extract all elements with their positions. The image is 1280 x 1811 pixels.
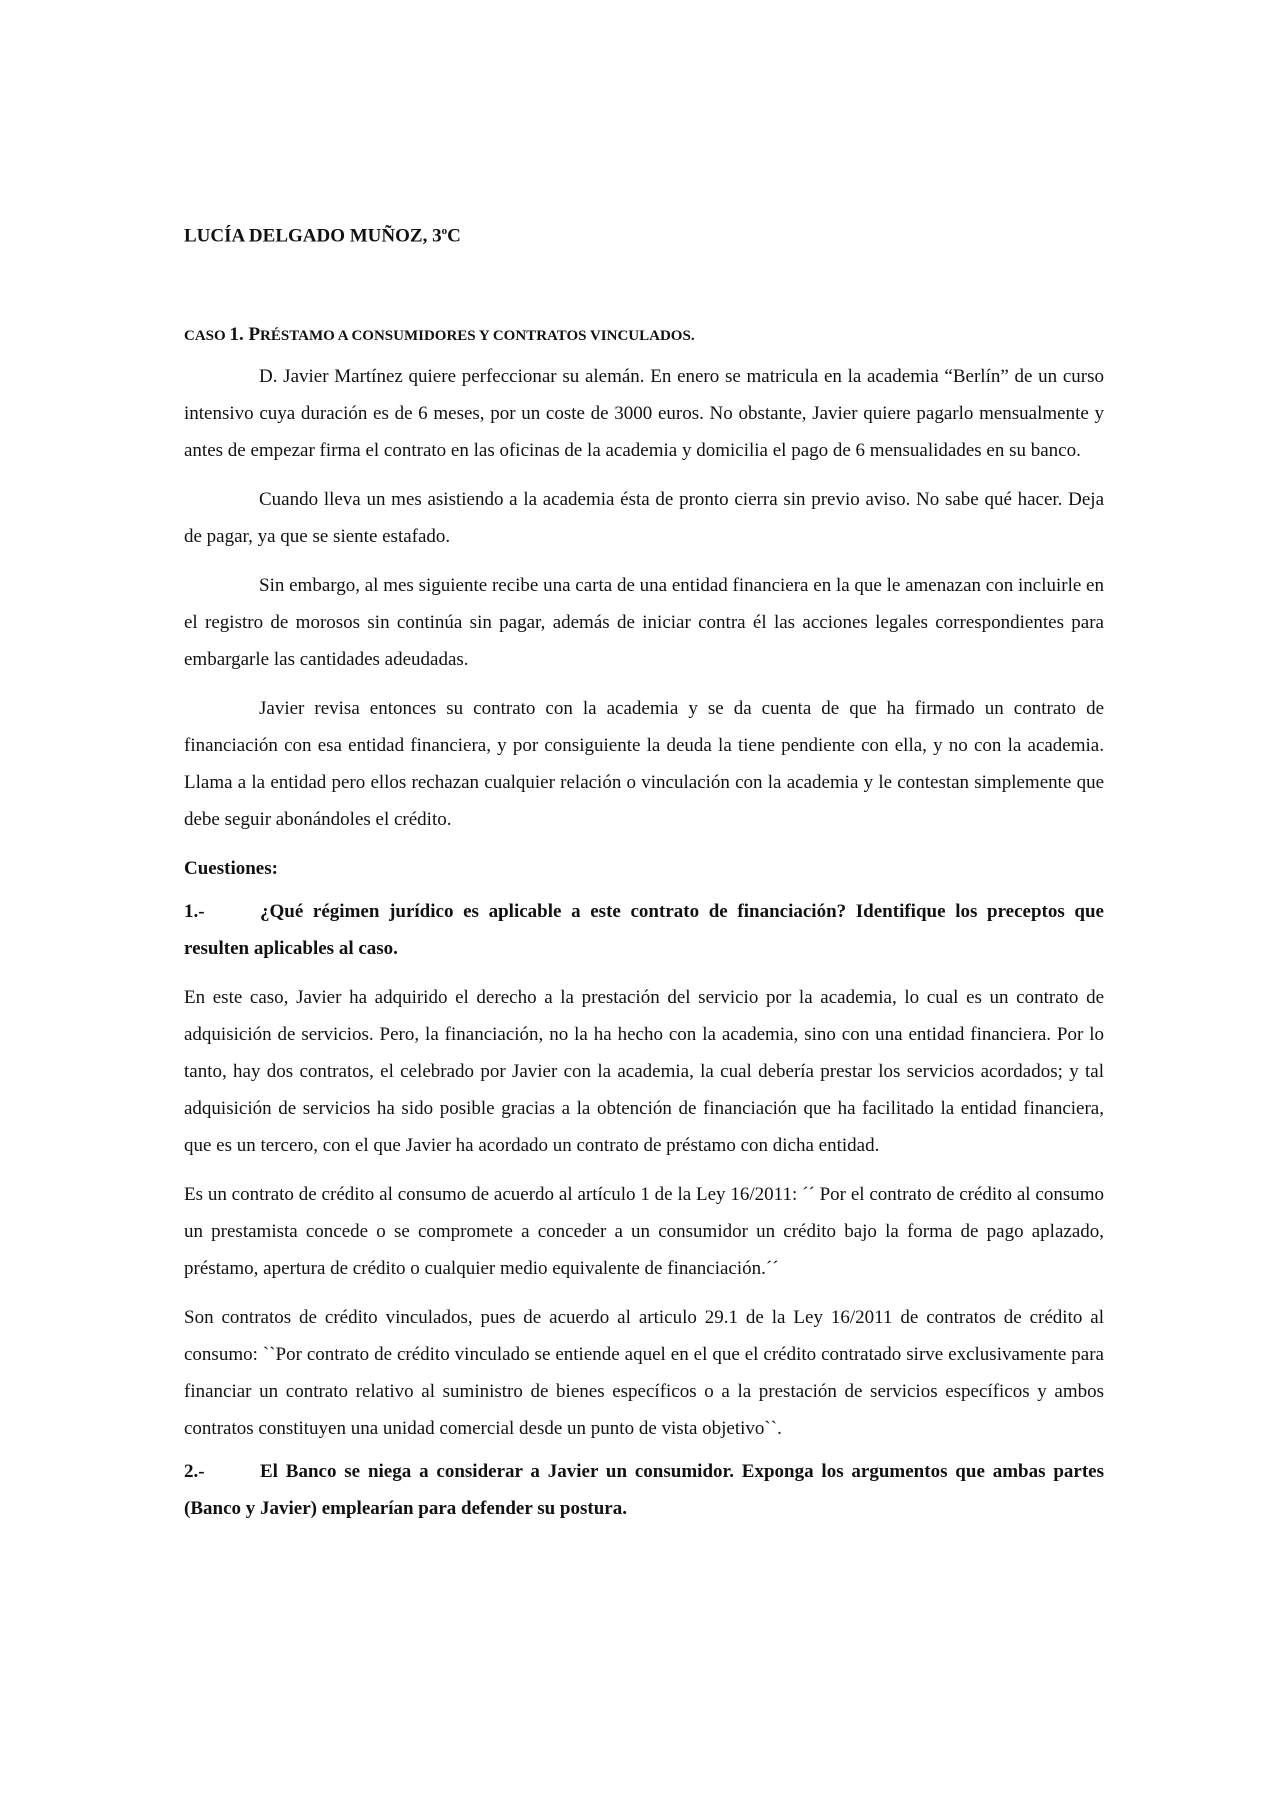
ordinal-mark: o: [441, 225, 448, 237]
story-paragraph: Sin embargo, al mes siguiente recibe una carta de una entidad financiera en la que le amenazan con incluirle en el registro de morosos sin continúa sin pagar, además de iniciar contra él las acciones legales correspondientes para embargarle las cantidades adeudadas.: [184, 575, 1104, 671]
story-paragraph: Javier revisa entonces su contrato con la academia y se da cuenta de que ha firmado un contrato de financiación con esa entidad financiera, y por consiguiente la deuda la tiene pendiente con ella, y no con la academia. Llama a la entidad pero ellos rechazan cualquier relación o vinculación con la academia y le contestan simplemente que debe seguir abonándoles el crédito.: [184, 698, 1104, 831]
author-name: LUCÍA DELGADO MUÑOZ, 3: [184, 225, 442, 247]
case-number: 1: [229, 324, 239, 346]
story-paragraph: D. Javier Martínez quiere perfeccionar su alemán. En enero se matricula en la academia “Berlín” de un curso intensivo cuya duración es de 6 meses, por un coste de 3000 euros. No obstante, Javier quiere pagarlo mensualmente y antes de empezar firma el contrato en las oficinas de la academia y domicilia el pago de 6 mensualidades en su banco.: [184, 366, 1104, 462]
case-title-initial: . P: [238, 324, 261, 346]
document-content: [184, 218, 1104, 1527]
author-line: [184, 218, 1104, 249]
answer-paragraph: En este caso, Javier ha adquirido el derecho a la prestación del servicio por la academia, lo cual es un contrato de adquisición de servicios. Pero, la financiación, no la ha hecho con la academia, sino con una entidad financiera. Por lo tanto, hay dos contratos, el celebrado por Javier con la academia, la cual debería prestar los servicios acordados; y tal adquisición de servicios ha sido posible gracias a la obtención de financiación que ha facilitado la entidad financiera, que es un tercero, con el que Javier ha acordado un contrato de préstamo con dicha entidad.: [184, 987, 1104, 1157]
case-prefix: CASO: [184, 328, 230, 345]
question-1-number: 1.-: [184, 901, 205, 923]
question-1: [184, 893, 1104, 967]
story-paragraph: Cuando lleva un mes asistiendo a la academia ésta de pronto cierra sin previo aviso. No sabe qué hacer. Deja de pagar, ya que se siente estafado.: [184, 489, 1104, 548]
answer-paragraph: Es un contrato de crédito al consumo de acuerdo al artículo 1 de la Ley 16/2011: ´´ Por el contrato de crédito al consumo un prestamista concede o se compromete a conceder a un consumidor un crédito bajo la forma de pago aplazado, préstamo, apertura de crédito o cualquier medio equivalente de financiación.´´: [184, 1184, 1104, 1280]
question-2-number: 2.-: [184, 1461, 205, 1483]
question-1-text: ¿Qué régimen jurídico es aplicable a este contrato de financiación? Identifique los preceptos que resulten aplicables al caso.: [184, 901, 1104, 960]
question-2-text: El Banco se niega a considerar a Javier un consumidor. Exponga los argumentos que ambas partes (Banco y Javier) emplearían para defender su postura.: [184, 1461, 1104, 1520]
case-title-rest: RÉSTAMO A CONSUMIDORES Y CONTRATOS VINCULADOS.: [260, 328, 695, 345]
questions-heading: Cuestiones:: [184, 858, 278, 880]
answer-paragraph: Son contratos de crédito vinculados, pues de acuerdo al articulo 29.1 de la Ley 16/2011 de contratos de crédito al consumo: ``Por contrato de crédito vinculado se entiende aquel en el que el crédito contratado sirve exclusivamente para financiar un contrato relativo al suministro de bienes específicos o a la prestación de servicios específicos y ambos contratos constituyen una unidad comercial desde un punto de vista objetivo``.: [184, 1307, 1104, 1440]
case-title: [184, 323, 1104, 348]
author-group: C: [447, 225, 461, 247]
question-2: [184, 1453, 1104, 1527]
